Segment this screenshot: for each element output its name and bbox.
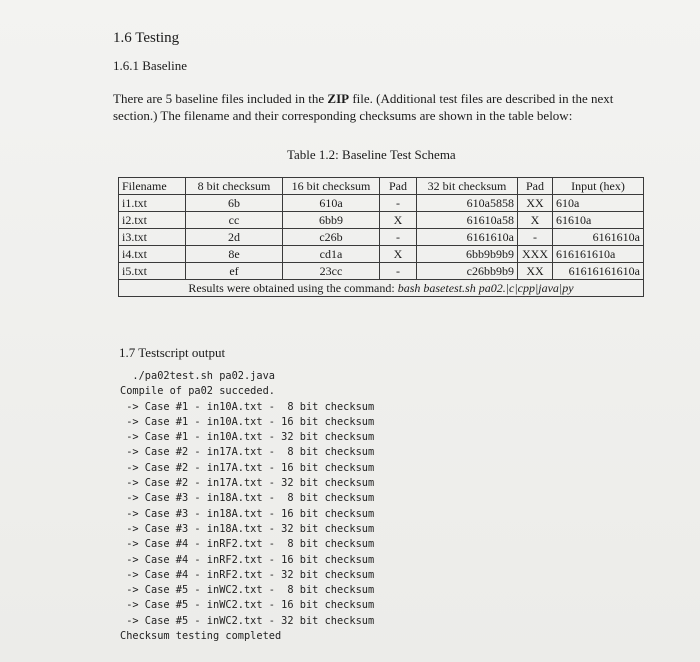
cell-pad-2: XXX xyxy=(518,246,553,263)
cell-16bit: 610a xyxy=(283,195,380,212)
section-title: 1.6 Testing xyxy=(113,30,180,46)
console-line: -> Case #5 - inWC2.txt - 32 bit checksum xyxy=(120,614,375,627)
console-line: ./pa02test.sh pa02.java xyxy=(120,370,275,382)
cell-input-hex: 61610a xyxy=(553,212,644,229)
console-line: Checksum testing completed xyxy=(120,630,282,643)
table-note xyxy=(119,280,644,297)
header-16bit: 16 bit checksum xyxy=(283,178,380,195)
console-line: -> Case #4 - inRF2.txt - 32 bit checksum xyxy=(120,568,375,581)
intro-bold-zip: ZIP xyxy=(327,91,350,106)
table-row xyxy=(119,263,644,280)
cell-8bit: 2d xyxy=(186,229,283,246)
cell-pad-1: - xyxy=(380,263,417,280)
console-line: -> Case #3 - in18A.txt - 16 bit checksum xyxy=(120,507,375,520)
cell-pad-2: - xyxy=(518,229,553,246)
header-filename: Filename xyxy=(119,178,186,195)
subsection-title: 1.6.1 Baseline xyxy=(113,58,188,73)
baseline-table xyxy=(118,177,644,297)
cell-16bit: 23cc xyxy=(283,263,380,280)
cell-32bit: 61610a58 xyxy=(417,212,518,229)
console-line: -> Case #1 - in10A.txt - 16 bit checksum xyxy=(120,415,375,428)
console-line: -> Case #5 - inWC2.txt - 8 bit checksum xyxy=(120,584,375,597)
cell-32bit: 6bb9b9b9 xyxy=(417,246,518,263)
console-line: -> Case #1 - in10A.txt - 8 bit checksum xyxy=(120,400,375,413)
cell-pad-1: X xyxy=(380,212,417,229)
table-note-row xyxy=(119,280,644,297)
cell-filename: i2.txt xyxy=(119,212,186,229)
table-row xyxy=(119,229,644,246)
console-output xyxy=(120,369,374,644)
note-command: bash basetest.sh pa02.|c|cpp|java|py xyxy=(397,281,574,295)
cell-input-hex: 6161610a xyxy=(553,229,644,246)
console-line: -> Case #4 - inRF2.txt - 8 bit checksum xyxy=(120,538,375,551)
testscript-title: 1.7 Testscript output xyxy=(119,345,226,360)
header-8bit: 8 bit checksum xyxy=(186,178,283,195)
cell-16bit: cd1a xyxy=(283,246,380,263)
console-line: -> Case #3 - in18A.txt - 8 bit checksum xyxy=(120,492,375,505)
table-row xyxy=(119,195,644,212)
cell-16bit: 6bb9 xyxy=(283,212,380,229)
cell-8bit: 6b xyxy=(186,195,283,212)
cell-pad-1: X xyxy=(380,246,417,263)
cell-32bit: c26bb9b9 xyxy=(417,263,518,280)
cell-8bit: cc xyxy=(186,212,283,229)
cell-pad-2: X xyxy=(518,212,553,229)
cell-pad-2: XX xyxy=(518,195,553,212)
cell-pad-1: - xyxy=(380,195,417,212)
console-line: -> Case #2 - in17A.txt - 32 bit checksum xyxy=(120,477,375,490)
console-line: -> Case #5 - inWC2.txt - 16 bit checksum xyxy=(120,599,375,612)
cell-32bit: 610a5858 xyxy=(417,195,518,212)
header-pad-1: Pad xyxy=(380,178,417,195)
cell-8bit: ef xyxy=(186,263,283,280)
note-text: Results were obtained using the command: xyxy=(188,281,398,295)
console-line: -> Case #2 - in17A.txt - 8 bit checksum xyxy=(120,446,375,459)
cell-input-hex: 61616161610a xyxy=(553,263,644,280)
cell-input-hex: 616161610a xyxy=(553,246,644,263)
intro-text-end: file. (Additional test files are described in the next section.) The filename and their corresponding checksums are shown in the table below: xyxy=(113,91,614,123)
header-32bit: 32 bit checksum xyxy=(417,178,518,195)
table-row xyxy=(119,212,644,229)
cell-pad-2: XX xyxy=(518,263,553,280)
cell-8bit: 8e xyxy=(186,246,283,263)
header-input-hex: Input (hex) xyxy=(553,178,644,195)
console-line: -> Case #4 - inRF2.txt - 16 bit checksum xyxy=(120,553,375,566)
cell-32bit: 6161610a xyxy=(417,229,518,246)
console-line: -> Case #2 - in17A.txt - 16 bit checksum xyxy=(120,461,375,474)
header-pad-2: Pad xyxy=(518,178,553,195)
cell-input-hex: 610a xyxy=(553,195,644,212)
cell-16bit: c26b xyxy=(283,229,380,246)
cell-pad-1: - xyxy=(380,229,417,246)
table-header-row xyxy=(119,178,644,195)
table-row xyxy=(119,246,644,263)
cell-filename: i5.txt xyxy=(119,263,186,280)
cell-filename: i1.txt xyxy=(119,195,186,212)
cell-filename: i4.txt xyxy=(119,246,186,263)
console-line: -> Case #3 - in18A.txt - 32 bit checksum xyxy=(120,522,375,535)
intro-paragraph xyxy=(113,90,653,124)
cell-filename: i3.txt xyxy=(119,229,186,246)
table-caption: Table 1.2: Baseline Test Schema xyxy=(287,147,456,162)
console-line: -> Case #1 - in10A.txt - 32 bit checksum xyxy=(120,431,375,444)
intro-text-start: There are 5 baseline files included in the xyxy=(113,91,328,106)
console-line: Compile of pa02 succeded. xyxy=(120,385,275,398)
